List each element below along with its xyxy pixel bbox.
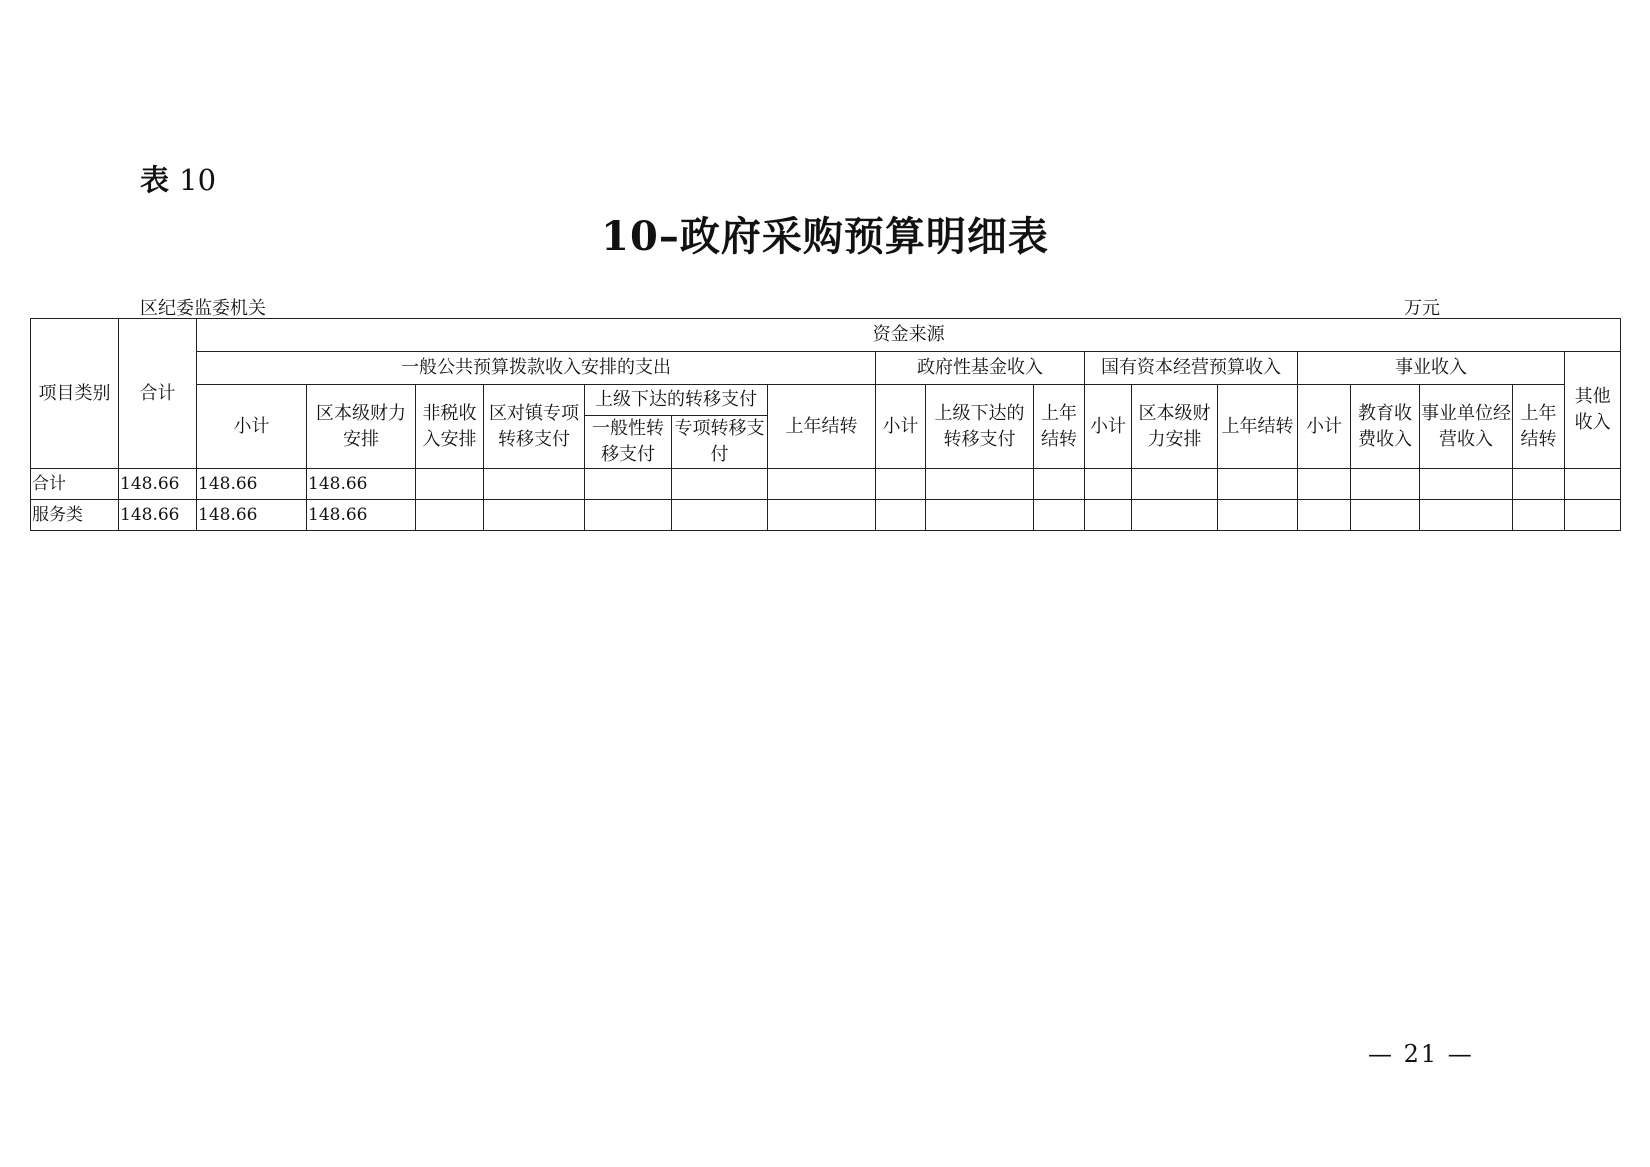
cell-gb-district-fiscal: 148.66 (307, 500, 416, 531)
cell-empty (1351, 500, 1420, 531)
cell-empty (876, 469, 926, 500)
header-gb-carryover: 上年结转 (768, 385, 876, 469)
cell-empty (672, 469, 768, 500)
header-gov-fund: 政府性基金收入 (876, 352, 1085, 385)
header-bi-subtotal: 小计 (1298, 385, 1351, 469)
cell-empty (484, 500, 585, 531)
header-bi-carryover: 上年结转 (1513, 385, 1565, 469)
header-sc-subtotal: 小计 (1085, 385, 1132, 469)
header-bi-unit-operations: 事业单位经营收入 (1420, 385, 1513, 469)
cell-empty (1298, 500, 1351, 531)
cell-empty (1132, 469, 1218, 500)
header-gb-subtotal: 小计 (197, 385, 307, 469)
header-business-income: 事业收入 (1298, 352, 1565, 385)
cell-gb-district-fiscal: 148.66 (307, 469, 416, 500)
unit-label: 万元 (1404, 298, 1440, 319)
cell-empty (1420, 500, 1513, 531)
cell-empty (416, 500, 484, 531)
cell-empty (1513, 469, 1565, 500)
cell-empty (416, 469, 484, 500)
cell-gb-subtotal: 148.66 (197, 469, 307, 500)
header-gf-carryover: 上年结转 (1034, 385, 1085, 469)
header-gb-town-transfer: 区对镇专项转移支付 (484, 385, 585, 469)
cell-category: 合计 (31, 469, 119, 500)
cell-empty (768, 469, 876, 500)
cell-gb-subtotal: 148.66 (197, 500, 307, 531)
header-gb-non-tax: 非税收入安排 (416, 385, 484, 469)
cell-empty (1298, 469, 1351, 500)
cell-empty (484, 469, 585, 500)
header-category: 项目类别 (31, 319, 119, 469)
cell-empty (876, 500, 926, 531)
cell-empty (926, 500, 1034, 531)
header-gb-special-transfer: 专项转移支付 (672, 416, 768, 469)
header-sc-carryover: 上年结转 (1218, 385, 1298, 469)
cell-empty (1085, 500, 1132, 531)
table-number: 10 (179, 163, 217, 197)
header-gf-subtotal: 小计 (876, 385, 926, 469)
table-label: 表 (140, 163, 170, 197)
organization-name: 区纪委监委机关 (140, 298, 266, 319)
table-row (31, 500, 1621, 531)
table-row (31, 469, 1621, 500)
document-title: 10–政府采购预算明细表 (601, 213, 1049, 260)
cell-empty (1218, 500, 1298, 531)
cell-empty (1565, 469, 1621, 500)
table-number-label (140, 158, 216, 199)
header-sc-district-fiscal: 区本级财力安排 (1132, 385, 1218, 469)
procurement-budget-table (30, 318, 1621, 531)
header-general-budget: 一般公共预算拨款收入安排的支出 (197, 352, 876, 385)
cell-category: 服务类 (31, 500, 119, 531)
cell-empty (1218, 469, 1298, 500)
cell-total: 148.66 (119, 469, 197, 500)
cell-empty (1513, 500, 1565, 531)
header-funding-source: 资金来源 (197, 319, 1621, 352)
cell-empty (1034, 500, 1085, 531)
cell-empty (1351, 469, 1420, 500)
header-gf-upper-transfer: 上级下达的转移支付 (926, 385, 1034, 469)
header-other-income: 其他收入 (1565, 352, 1621, 469)
cell-empty (926, 469, 1034, 500)
cell-empty (1420, 469, 1513, 500)
cell-empty (1132, 500, 1218, 531)
cell-empty (585, 469, 672, 500)
cell-empty (1034, 469, 1085, 500)
cell-empty (585, 500, 672, 531)
cell-total: 148.66 (119, 500, 197, 531)
header-state-capital: 国有资本经营预算收入 (1085, 352, 1298, 385)
cell-empty (1565, 500, 1621, 531)
header-total: 合计 (119, 319, 197, 469)
header-gb-upper-transfer: 上级下达的转移支付 (585, 385, 768, 416)
page-number: — 21 — (1368, 1040, 1474, 1068)
header-gb-general-transfer: 一般性转移支付 (585, 416, 672, 469)
header-bi-education-fees: 教育收费收入 (1351, 385, 1420, 469)
cell-empty (672, 500, 768, 531)
cell-empty (768, 500, 876, 531)
cell-empty (1085, 469, 1132, 500)
header-gb-district-fiscal: 区本级财力安排 (307, 385, 416, 469)
